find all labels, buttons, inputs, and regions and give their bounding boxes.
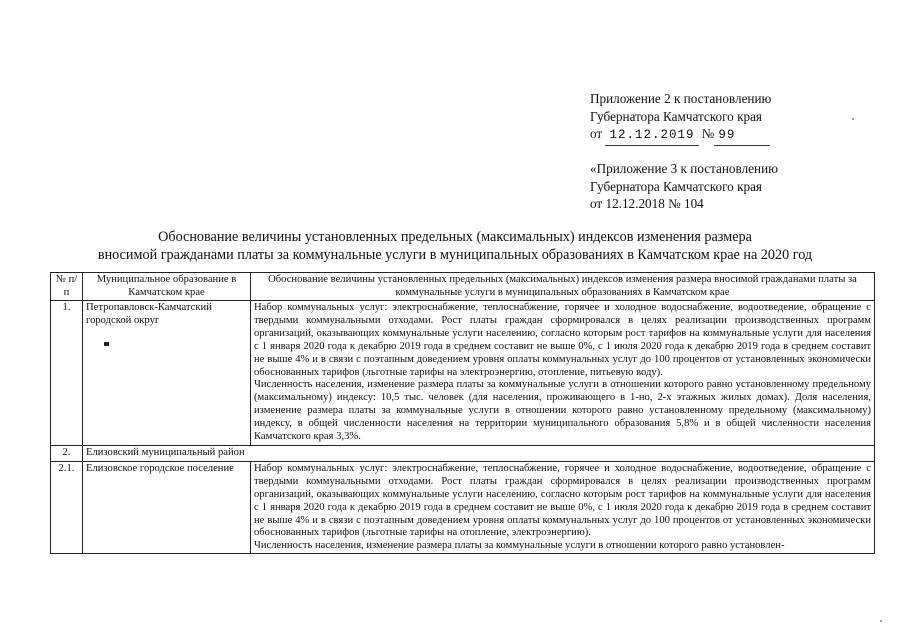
row-basis-paragraph-2: Численность населения, изменение размера платы за коммунальные услуги в отношении которого равно установлен- xyxy=(254,540,785,552)
indices-table xyxy=(50,272,875,554)
annex-number-label: № xyxy=(701,126,715,141)
document-title xyxy=(60,229,850,264)
title-line-1: Обоснование величины установленных предельных (максимальных) индексов изменения размера xyxy=(158,229,752,245)
row-basis-cell xyxy=(251,461,875,553)
table-row xyxy=(51,461,875,553)
row-basis-paragraph-1: Набор коммунальных услуг: электроснабжение, теплоснабжение, горячее и холодное водоснабжение, водоотведение, обращение с твердыми коммунальными отходами. Рост платы граждан сформировался в целях реализации производственных программ организаций, оказывающих коммунальные услуги населению, согласно которым рост тарифов на коммунальные услуги для населения с 1 января 2020 года к декабрю 2019 года в среднем составит не выше 0%, с 1 июля 2020 года к декабрю 2019 года в среднем составит не выше 4% и в связи с поэтапным доведением уровня оплаты коммунальных услуг до 100 процентов от установленных экономически обоснованных тарифов (льготные тарифы на отопление, электроэнергию). xyxy=(254,462,871,539)
header-basis: Обоснование величины установленных предельных (максимальных) индексов изменения размера вносимой гражданами платы за коммунальные услуги в муниципальных образованиях в Камчатском крае xyxy=(251,273,875,301)
table-row xyxy=(51,445,875,461)
annex-line-1: Приложение 2 к постановлению xyxy=(590,91,772,106)
scan-mark xyxy=(104,342,109,346)
table-row xyxy=(51,301,875,446)
annex-from-label: от xyxy=(590,126,603,141)
row-basis-paragraph-2: Численность населения, изменение размера платы за коммунальные услуги в отношении которого равно установленному предельному (максимальному) индексу: 10,5 тыс. человек (для населения, проживающего в 1-но, 2-х этажных жилых домах). Доля населения, изменение размера платы за коммунальные услуги в отношении которого равно установленному предельному (максимальному) индексу, в общей численности населения на территории муниципального образования 5,8% и в общей численности населения Камчатского края 3,3%. xyxy=(254,379,871,443)
row-num: 2. xyxy=(51,445,83,461)
row-basis-paragraph-1: Набор коммунальных услуг: электроснабжение, теплоснабжение, горячее и холодное водоснабжение, водоотведение, обращение с твердыми коммунальными отходами. Рост платы граждан сформировался в целях реализации производственных программ организаций, оказывающих коммунальные услуги населению, согласно которым рост тарифов на коммунальные услуги для населения с 1 января 2020 года к декабрю 2019 года в среднем составит не выше 0%, с 1 июля 2020 года к декабрю 2019 года в среднем составит не выше 4% и в связи с поэтапным доведением уровня оплаты коммунальных услуг до 100 процентов от установленных экономически обоснованных тарифов (льготные тарифы на электроэнергию, отопление, питьевую воду). xyxy=(254,302,871,378)
row-num: 1. xyxy=(51,301,83,446)
header-num: № п/п xyxy=(51,273,83,301)
table-header-row xyxy=(51,273,875,301)
row-municipality: Петропавловск-Камчатский городской округ xyxy=(86,302,212,326)
previous-annex-header xyxy=(590,160,778,213)
prev-annex-line-2: Губернатора Камчатского края xyxy=(590,178,762,194)
row-municipality-cell xyxy=(83,301,251,446)
row-num: 2.1. xyxy=(51,461,83,553)
header-municipality: Муниципальное образование в Камчатском крае xyxy=(83,273,251,301)
annex-header xyxy=(590,90,771,146)
scan-speck xyxy=(852,118,854,120)
prev-annex-line-3: от 12.12.2018 № 104 xyxy=(590,196,704,211)
annex-line-2: Губернатора Камчатского края xyxy=(590,108,762,124)
annex-date-value: 12.12.2019 xyxy=(605,127,698,146)
annex-number-value: 99 xyxy=(714,127,770,146)
title-line-2: вносимой гражданами платы за коммунальные услуги в муниципальных образованиях в Камчатском крае на 2020 год xyxy=(97,246,813,263)
scan-speck xyxy=(880,620,882,622)
row-basis-cell xyxy=(251,301,875,446)
row-municipality: Елизовский муниципальный район xyxy=(83,445,875,461)
annex-date-line xyxy=(590,125,771,146)
prev-annex-line-1: «Приложение 3 к постановлению xyxy=(590,161,778,176)
row-municipality: Елизовское городское поселение xyxy=(83,461,251,553)
